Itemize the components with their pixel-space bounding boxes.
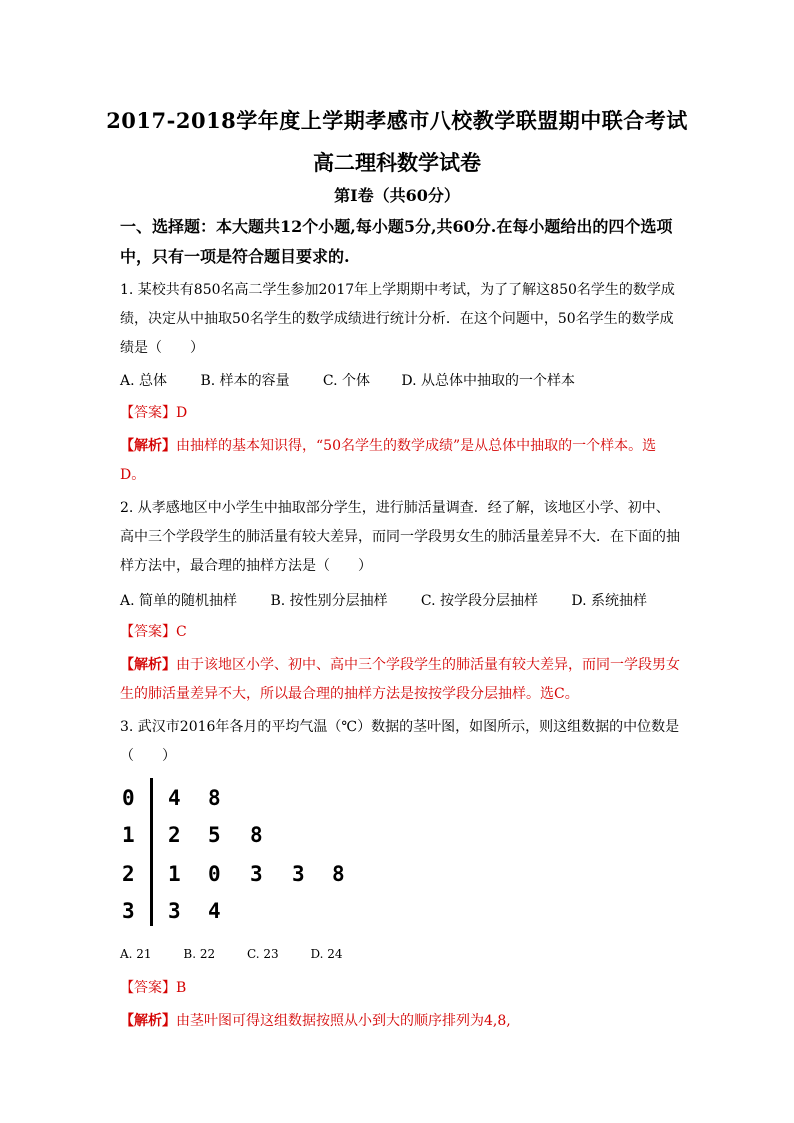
- q3-analysis-text: 由茎叶图可得这组数据按照从小到大的顺序排列为4,8,: [176, 1013, 511, 1029]
- exam-title: 2017-2018学年度上学期孝感市八校教学联盟期中联合考试: [106, 108, 688, 133]
- q3-answer-tag: 【答案】: [120, 980, 176, 996]
- q2-analysis-text: 由于该地区小学、初中、高中三个学段学生的肺活量有较大差异，而同一学段男女生的肺活量差异不大，所以最合理的抽样方法是按按学段分层抽样。选C。: [120, 657, 680, 702]
- leaf-value: 8: [250, 823, 263, 847]
- q3-analysis-tag: 【解析】: [120, 1013, 176, 1029]
- q1-analysis-text: 由抽样的基本知识得，“50名学生的数学成绩”是从总体中抽取的一个样本。选D。: [120, 438, 657, 483]
- q1-answer-value: D: [176, 405, 188, 421]
- stem-value: 2: [122, 862, 135, 886]
- q1-analysis-tag: 【解析】: [120, 438, 176, 454]
- leaf-value: 4: [168, 786, 181, 810]
- q2-option-d: D. 系统抽样: [571, 593, 647, 609]
- leaf-value: 3: [292, 862, 305, 886]
- q1-option-c: C. 个体: [322, 373, 371, 389]
- leaf-value: 5: [208, 823, 221, 847]
- q3-option-d: D. 24: [310, 947, 343, 961]
- leaf-value: 8: [332, 862, 345, 886]
- q2-option-c: C. 按学段分层抽样: [420, 593, 539, 609]
- q3-option-a: A. 21: [120, 947, 152, 961]
- stem-value: 0: [122, 786, 135, 810]
- q3-stem: 3. 武汉市2016年各月的平均气温（℃）数据的茎叶图，如图所示，则这组数据的中位数是（ ）: [120, 719, 680, 764]
- stem-leaf-divider: [150, 778, 153, 926]
- q1-option-d: D. 从总体中抽取的一个样本: [401, 373, 575, 389]
- q3-options: [120, 947, 371, 961]
- q2-stem: 2. 从孝感地区中小学生中抽取部分学生，进行肺活量调查．经了解，该地区小学、初中、高中三个学段学生的肺活量有较大差异，而同一学段男女生的肺活量差异不大．在下面的抽样方法中，最合理的抽样方法是（ ）: [120, 500, 680, 574]
- leaf-value: 1: [168, 862, 181, 886]
- q3-analysis: [120, 1007, 680, 1036]
- q2-answer-value: C: [176, 624, 187, 640]
- q2-options: [120, 591, 647, 611]
- stem-value: 1: [122, 823, 135, 847]
- leaf-value: 3: [168, 899, 181, 923]
- q1-answer: [120, 403, 187, 423]
- q1-option-b: B. 样本的容量: [200, 373, 290, 389]
- q2-analysis-tag: 【解析】: [120, 657, 176, 673]
- q1-stem: 1. 某校共有850名高二学生参加2017年上学期期中考试，为了了解这850名学生的数学成绩，决定从中抽取50名学生的数学成绩进行统计分析．在这个问题中，50名学生的数学成绩是（ ）: [120, 282, 675, 356]
- section-heading: 一、选择题：本大题共12个小题,每小题5分,共60分.在每小题给出的四个选项中，只有一项是符合题目要求的.: [120, 217, 673, 266]
- q1-options: [120, 371, 575, 391]
- leaf-value: 8: [208, 786, 221, 810]
- q2-answer: [120, 622, 187, 642]
- q1-analysis: [120, 432, 680, 490]
- q3-option-c: C. 23: [246, 947, 279, 961]
- q3-answer: [120, 978, 186, 998]
- q2-analysis: [120, 651, 680, 709]
- q2-answer-tag: 【答案】: [120, 624, 176, 640]
- leaf-value: 3: [250, 862, 263, 886]
- q1-answer-tag: 【答案】: [120, 405, 176, 421]
- q3-answer-value: B: [176, 980, 187, 996]
- q1-option-a: A. 总体: [120, 373, 168, 389]
- leaf-value: 0: [208, 862, 221, 886]
- q2-option-b: B. 按性别分层抽样: [270, 593, 388, 609]
- leaf-value: 2: [168, 823, 181, 847]
- stem-leaf-plot: [118, 778, 358, 928]
- exam-part: 第Ⅰ卷（共60分）: [334, 186, 460, 205]
- q2-option-a: A. 简单的随机抽样: [120, 593, 238, 609]
- q3-option-b: B. 22: [183, 947, 216, 961]
- exam-subtitle: 高二理科数学试卷: [313, 150, 481, 175]
- leaf-value: 4: [208, 899, 221, 923]
- stem-value: 3: [122, 899, 135, 923]
